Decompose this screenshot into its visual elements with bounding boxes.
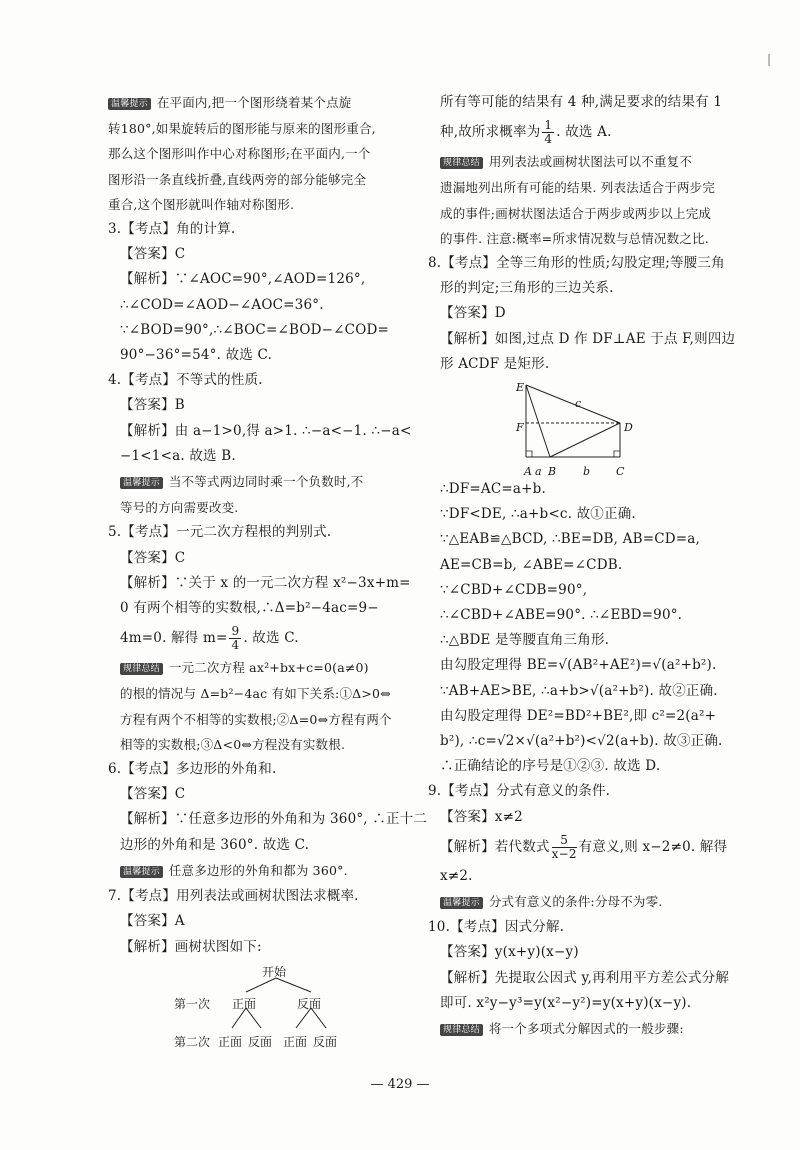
method-summary-tag: 规律总结 (120, 663, 163, 675)
text-line: 【解析】∵关于 x 的一元二次方程 x²−3x+m= (120, 574, 411, 591)
text-line: 【解析】∵任意多边形的外角和为 360°, ∴正十二 (120, 811, 428, 828)
page-number: — 429 — (370, 1077, 430, 1092)
text-line: 方程有两个不相等的实数根;②Δ=0⇔方程有两个 (120, 711, 392, 727)
text-line: 即可. x²y−y³=y(x²−y²)=y(x+y)(x−y). (440, 994, 692, 1011)
tree-start: 开始 (262, 964, 287, 979)
answer-5: 【答案】C (120, 549, 186, 566)
label-a: a (535, 465, 542, 479)
text-line: 温馨提示 任意多边形的外角和都为 360°. (108, 858, 408, 884)
text-line: ∴DF=AC=a+b. (440, 481, 546, 498)
text-line: 由勾股定理得 DE²=BD²+BE²,即 c²=2(a²+ (440, 707, 717, 724)
text-line: 温馨提示 在平面内,把一个图形绕着某个点旋 (108, 90, 408, 116)
text-line: 所有等可能的结果有 4 种,满足要求的结果有 1 (440, 94, 723, 110)
text-line: ∴∠COD=∠AOD−∠AOC=36°. (120, 296, 324, 313)
tree-node: 反面 (313, 1034, 338, 1049)
right-column (428, 90, 734, 1042)
text-line: 规律总结 一元二次方程 ax²+bx+c=0(a≠0) (108, 655, 408, 681)
tree-node: 正面 (232, 996, 257, 1011)
tree-first-label: 第一次 (174, 996, 211, 1011)
warm-tip-tag: 温馨提示 (440, 897, 483, 909)
question-10-heading: 10.【考点】因式分解. (428, 919, 565, 936)
question-3-heading: 3.【考点】角的计算. (108, 221, 236, 238)
text-line: 那么这个图形叫作中心对称图形;在平面内,一个 (108, 146, 371, 162)
text-line: 形的判定;三角形的三边关系. (440, 280, 614, 297)
answer-4: 【答案】B (120, 397, 185, 414)
question-8-heading: 8.【考点】全等三角形的性质;勾股定理;等腰三角 (428, 255, 725, 272)
fraction-5-over-x-2: $\frac{5}{x-2}$ (551, 832, 577, 861)
label-E: E (516, 381, 525, 395)
text-line: 等号的方向需要改变. (120, 500, 239, 516)
text-line: 成的事件;画树状图法适合于两步或两步以上完成 (440, 205, 712, 221)
answer-8: 【答案】D (440, 305, 506, 322)
method-summary-tag: 规律总结 (440, 1024, 483, 1036)
tree-node: 反面 (297, 996, 322, 1011)
text-line: 【解析】由 a−1>0,得 a>1. ∴−a<−1. ∴−a< (120, 422, 412, 439)
question-6-heading: 6.【考点】多边形的外角和. (108, 761, 277, 778)
text-line: 规律总结 用列表法或画树状图法可以不重复不 (428, 149, 734, 175)
text-line: ∵∠BOD=90°,∴∠BOC=∠BOD−∠COD= (120, 321, 390, 338)
text-line: −1<1<a. 故选 B. (120, 447, 236, 464)
method-summary-tag: 规律总结 (440, 157, 483, 169)
text-line: 4m=0. 解得 m= $\frac{9}{4}$ . 故选 C. (120, 624, 299, 653)
text-line: 图形沿一条直线折叠,直线两旁的部分能够完全 (108, 171, 367, 187)
text-line: ∵∠CBD+∠CDB=90°, (440, 581, 588, 598)
label-A: A (524, 465, 532, 479)
left-column (108, 90, 428, 1052)
text-line: 重合,这个图形就叫作轴对称图形. (108, 196, 295, 212)
label-c: c (575, 397, 582, 411)
answer-3: 【答案】C (120, 246, 186, 263)
question-9-heading: 9.【考点】分式有意义的条件. (428, 783, 611, 800)
tree-diagram (108, 960, 408, 1052)
tree-node: 正面 (283, 1034, 308, 1049)
answer-6: 【答案】C (120, 786, 186, 803)
text-line: 0 有两个相等的实数根,∴Δ=b²−4ac=9− (120, 600, 379, 617)
text-line: 【解析】若代数式 $\frac{5}{x-2}$ 有意义,则 x−2≠0. 解得 (440, 832, 728, 861)
text-line: 遗漏地列出所有可能的结果. 列表法适合于两步完 (440, 180, 716, 196)
warm-tip-tag: 温馨提示 (108, 98, 151, 110)
fraction-9-4: $\frac{9}{4}$ (231, 624, 240, 653)
question-4-heading: 4.【考点】不等式的性质. (108, 372, 263, 389)
text-line: 【解析】∵∠AOC=90°,∠AOD=126°, (120, 271, 366, 288)
label-B: B (548, 465, 557, 479)
geometry-figure (428, 377, 734, 477)
text-line: ∵AB+AE>BE, ∴a+b>√(a²+b²). 故②正确. (440, 682, 718, 699)
label-b: b (583, 465, 591, 479)
text-line: b²), ∴c=√2×√(a²+b²)<√2(a+b). 故③正确. (440, 733, 723, 750)
tree-second-label: 第二次 (174, 1034, 211, 1049)
warm-tip-tag: 温馨提示 (120, 866, 163, 878)
question-5-heading: 5.【考点】一元二次方程根的判别式. (108, 524, 332, 541)
text-line: ∴正确结论的序号是①②③. 故选 D. (440, 758, 661, 775)
text-line: ∵DF<DE, ∴a+b<c. 故①正确. (440, 506, 636, 523)
tree-node: 正面 (218, 1034, 243, 1049)
answer-9: 【答案】x≠2 (440, 808, 523, 825)
text-line: 温馨提示 分式有意义的条件:分母不为零. (428, 889, 734, 915)
text-line: 【解析】如图,过点 D 作 DF⊥AE 于点 F,则四边 (440, 330, 736, 347)
text-line: 【解析】先提取公因式 y,再利用平方差公式分解 (440, 969, 730, 986)
text-line: 规律总结 将一个多项式分解因式的一般步骤: (428, 1016, 734, 1042)
text-line: 的根的情况与 Δ=b²−4ac 有如下关系:①Δ>0⇔ (120, 686, 391, 702)
label-F: F (516, 421, 524, 435)
label-C: C (616, 465, 625, 479)
text-line: 形 ACDF 是矩形. (440, 355, 550, 372)
text-line: AE=CB=b, ∠ABE=∠CDB. (440, 556, 623, 573)
answer-10: 【答案】y(x+y)(x−y) (440, 944, 579, 961)
tree-node: 反面 (248, 1034, 273, 1049)
text-line: ∴△BDE 是等腰直角三角形. (440, 632, 610, 649)
text-line: 的事件. 注意:概率=所求情况数与总情况数之比. (440, 230, 709, 246)
text-line: x≠2. (440, 867, 473, 884)
label-D: D (624, 421, 633, 435)
text-line: 转180°,如果旋转后的图形能与原来的图形重合, (108, 121, 376, 137)
question-7-heading: 7.【考点】用列表法或画树状图法求概率. (108, 888, 359, 905)
warm-tip-tag: 温馨提示 (120, 477, 163, 489)
text-line: ∴∠CBD+∠ABE=90°. ∴∠EBD=90°. (440, 607, 683, 624)
fraction-1-4: $\frac{1}{4}$ (544, 118, 553, 147)
text-line: ∵△EAB≌△BCD, ∴BE=DB, AB=CD=a, (440, 531, 701, 548)
text-line: 种,故所求概率为 $\frac{1}{4}$ . 故选 A. (440, 118, 612, 147)
answer-7: 【答案】A (120, 913, 185, 930)
text-line: 90°−36°=54°. 故选 C. (120, 347, 273, 364)
text-line: 相等的实数根;③Δ<0⇔方程没有实数根. (120, 736, 346, 752)
edge-mark (768, 54, 770, 66)
text-line: 边形的外角和是 360°. 故选 C. (120, 836, 310, 853)
text-line: 温馨提示 当不等式两边同时乘一个负数时,不 (108, 469, 408, 495)
text-line: 由勾股定理得 BE=√(AB²+AE²)=√(a²+b²). (440, 657, 717, 674)
text-line: 【解析】画树状图如下: (120, 938, 262, 955)
